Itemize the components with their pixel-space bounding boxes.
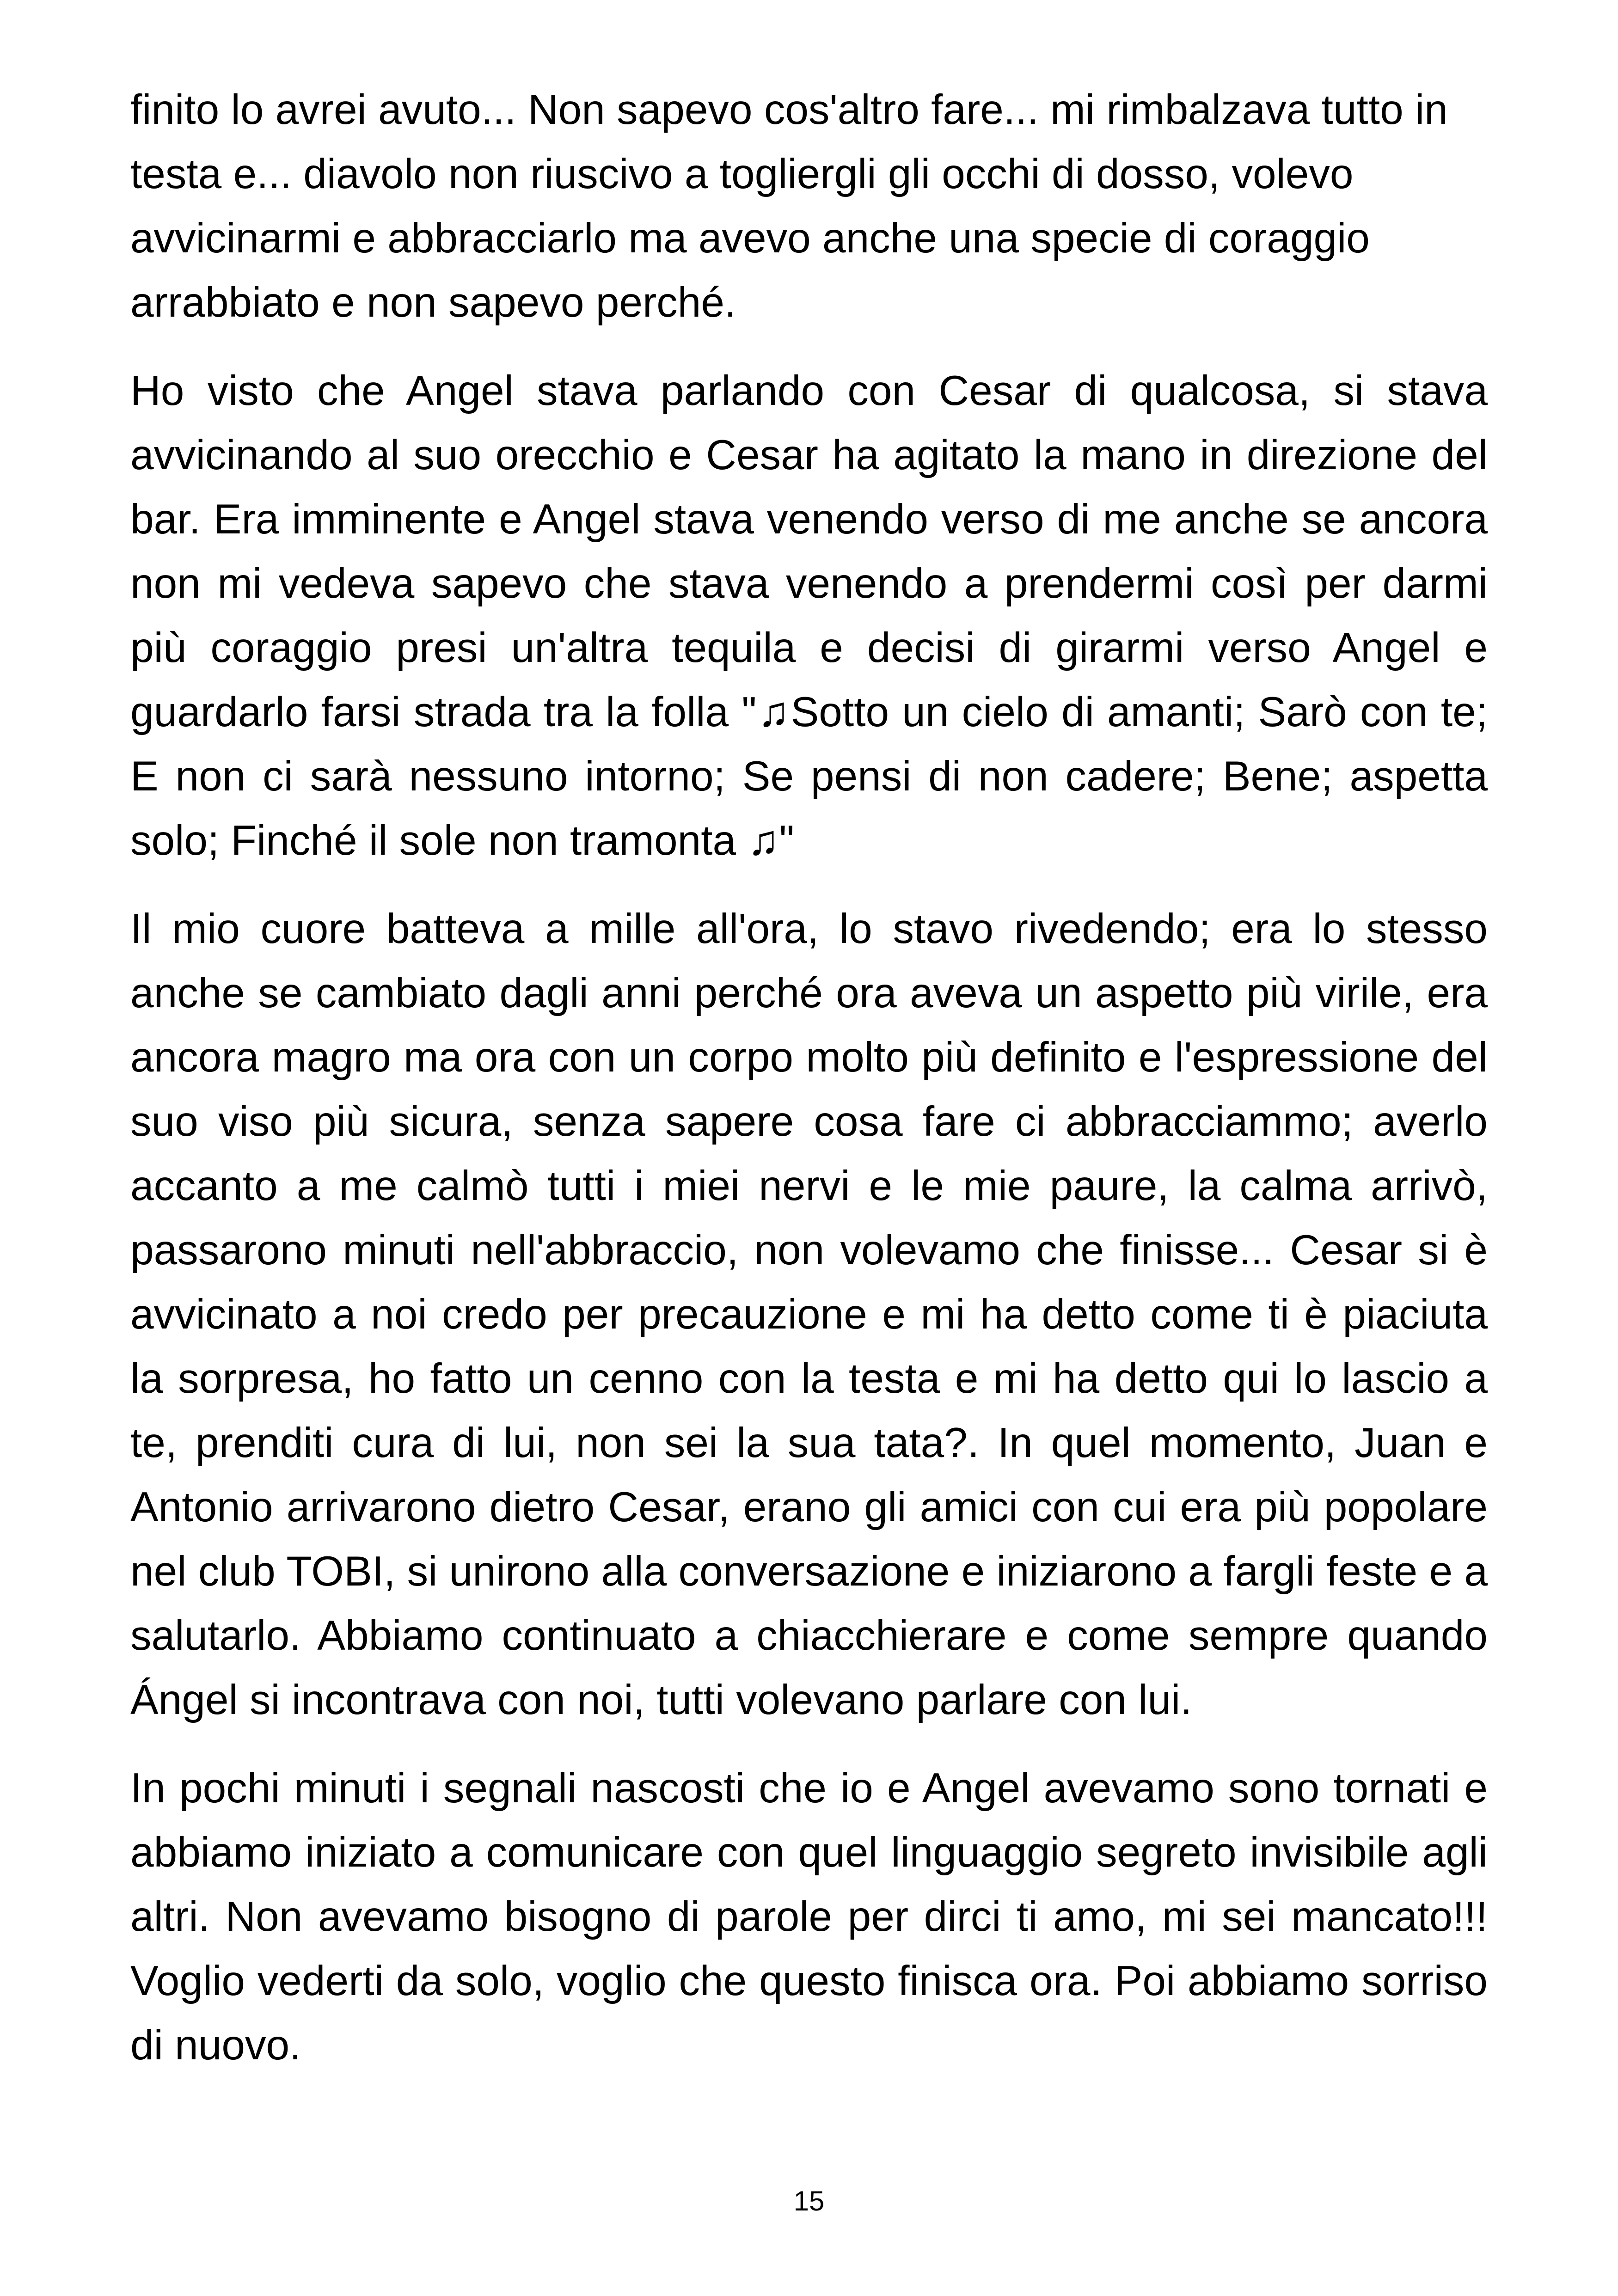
paragraph-2: Ho visto che Angel stava parlando con Cesar di qualcosa, si stava avvicinando al suo orecchio e Cesar ha agitato la mano in direzione del bar. Era imminente e Angel stava venendo verso di me anche se ancora non mi vedeva sapevo che stava venendo a prendermi così per darmi più coraggio presi un'altra tequila e decisi di girarmi verso Angel e guardarlo farsi strada tra la folla "♫Sotto un cielo di amanti; Sarò con te; E non ci sarà nessuno intorno; Se pensi di non cadere; Bene; aspetta solo; Finché il sole non tramonta ♫" [130, 367, 1488, 864]
page-number: 15 [793, 2186, 825, 2216]
paragraph-3: Il mio cuore batteva a mille all'ora, lo stavo rivedendo; era lo stesso anche se cambiato dagli anni perché ora aveva un aspetto più virile, era ancora magro ma ora con un corpo molto più definito e l'espressione del suo viso più sicura, senza sapere cosa fare ci abbracciammo; averlo accanto a me calmò tutti i miei nervi e le mie paure, la calma arrivò, passarono minuti nell'abbraccio, non volevamo che finisse... Cesar si è avvicinato a noi credo per precauzione e mi ha detto come ti è piaciuta la sorpresa, ho fatto un cenno con la testa e mi ha detto qui lo lascio a te, prenditi cura di lui, non sei la sua tata?. In quel momento, Juan e Antonio arrivarono dietro Cesar, erano gli amici con cui era più popolare nel club TOBI, si unirono alla conversazione e iniziarono a fargli feste e a salutarlo. Abbiamo continuato a chiacchierare e come sempre quando Ángel si incontrava con noi, tutti volevano parlare con lui. [130, 906, 1488, 1723]
paragraph-4: In pochi minuti i segnali nascosti che io e Angel avevamo sono tornati e abbiamo iniziato a comunicare con quel linguaggio segreto invisibile agli altri. Non avevamo bisogno di parole per dirci ti amo, mi sei mancato!!! Voglio vederti da solo, voglio che questo finisca ora. Poi abbiamo sorriso di nuovo. [130, 1765, 1488, 2069]
paragraph-1: finito lo avrei avuto... Non sapevo cos'altro fare... mi rimbalzava tutto in testa e... diavolo non riuscivo a togliergli gli occhi di dosso, volevo avvicinarmi e abbracciarlo ma avevo anche una specie di coraggio arrabbiato e non sapevo perché. [130, 86, 1448, 326]
